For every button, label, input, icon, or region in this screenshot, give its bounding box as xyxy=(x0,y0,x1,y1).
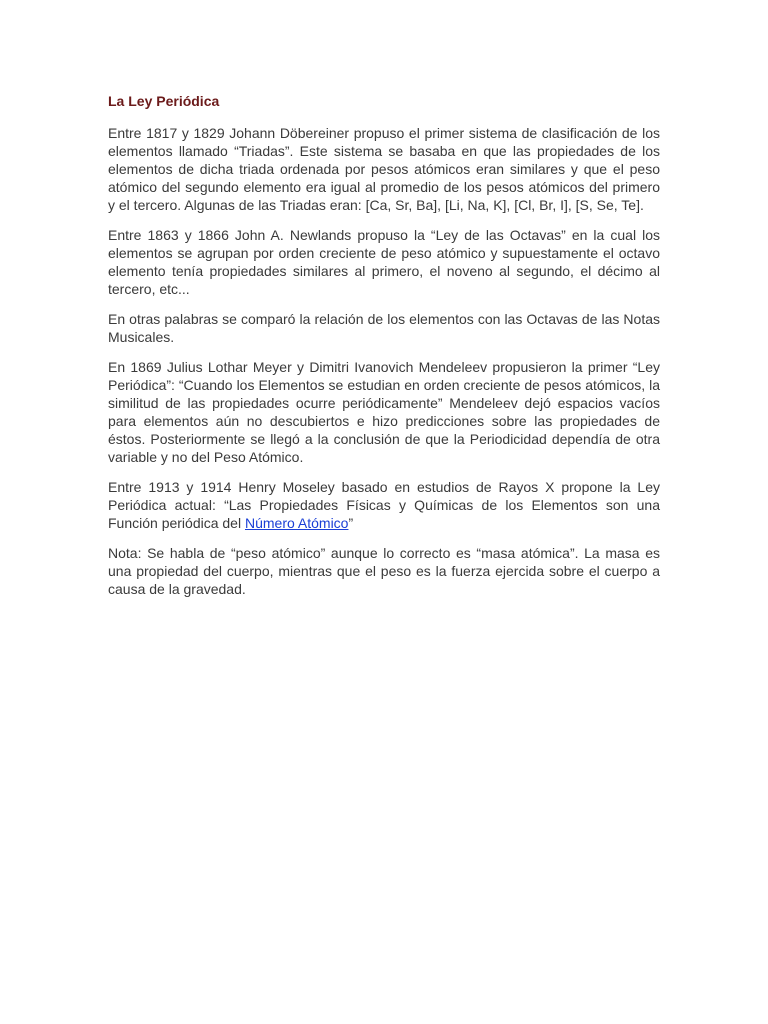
moseley-text-end: ” xyxy=(348,515,354,531)
paragraph-moseley xyxy=(108,478,660,532)
page-title: La Ley Periódica xyxy=(108,93,220,109)
paragraph-meyer-mendeleev: En 1869 Julius Lothar Meyer y Dimitri Ivanovich Mendeleev propusieron la primer “Ley Periódica”: “Cuando los Elementos se estudian en orden creciente de pesos atómicos, la similitud de las propiedades ocurre periódicamente” Mendeleev dejó espacios vacíos para elementos aún no descubiertos e hizo predicciones sobre las propiedades de éstos. Posteriormente se llegó a la conclusión de que la Periodicidad dependía de otra variable y no del Peso Atómico. xyxy=(108,359,660,465)
document-page xyxy=(108,92,660,610)
paragraph-octavas: En otras palabras se comparó la relación de los elementos con las Octavas de las Notas Musicales. xyxy=(108,311,660,345)
numero-atomico-link[interactable]: Número Atómico xyxy=(244,515,349,531)
moseley-text: Entre 1913 y 1914 Henry Moseley basado en estudios de Rayos X propone la Ley Periódica actual: “Las Propiedades Físicas y Químicas de los Elementos son una Función periódica del xyxy=(108,479,660,531)
paragraph-note: Nota: Se habla de “peso atómico” aunque lo correcto es “masa atómica”. La masa es una propiedad del cuerpo, mientras que el peso es la fuerza ejercida sobre el cuerpo a causa de la gravedad. xyxy=(108,545,660,597)
paragraph-newlands: Entre 1863 y 1866 John A. Newlands propuso la “Ley de las Octavas” en la cual los elementos se agrupan por orden creciente de peso atómico y supuestamente el octavo elemento tenía propiedades similares al primero, el noveno al segundo, el décimo al tercero, etc... xyxy=(108,227,660,297)
paragraph-dobereiner: Entre 1817 y 1829 Johann Döbereiner propuso el primer sistema de clasificación de los elementos llamado “Triadas”. Este sistema se basaba en que las propiedades de los elementos de dicha triada ordenada por pesos atómicos eran similares y que el peso atómico del segundo elemento era igual al promedio de los pesos atómicos del primero y el tercero. Algunas de las Triadas eran: [Ca, Sr, Ba], [Li, Na, K], [Cl, Br, I], [S, Se, Te]. xyxy=(108,125,660,213)
